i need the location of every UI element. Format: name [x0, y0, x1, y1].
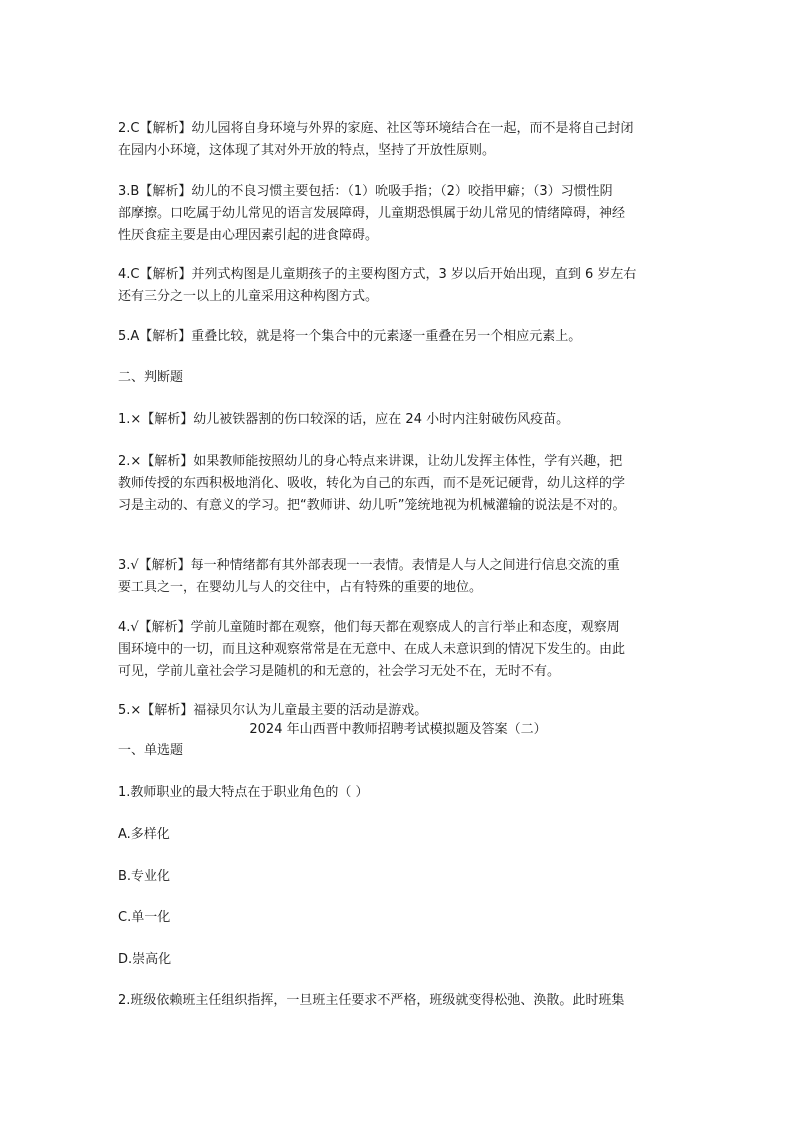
- answer-paragraph-q3: [118, 181, 678, 247]
- text-line: 部摩擦。口吃属于幼儿常见的语言发展障碍，儿童期恐惧属于幼儿常见的情绪障碍，神经: [118, 206, 626, 221]
- text-line: 5.A【解析】重叠比较，就是将一个集合中的元素逐一重叠在另一个相应元素上。: [118, 329, 582, 344]
- answer-paragraph-j2: [118, 451, 678, 517]
- question-2: [118, 990, 678, 1012]
- text-line: 教师传授的东西积极地消化、吸收，转化为自己的东西，而不是死记硬背，幼儿这样的学: [118, 476, 626, 491]
- section-heading-single-choice: [118, 740, 678, 762]
- answer-paragraph-j5: [118, 700, 678, 722]
- text-line: 还有三分之一以上的儿童采用这种构图方式。: [118, 289, 379, 304]
- text-line: D.崇高化: [118, 952, 172, 967]
- answer-paragraph-q2: [118, 118, 678, 162]
- question-1-option-b: [118, 866, 678, 888]
- question-1-option-a: [118, 824, 678, 846]
- document-title: 2024 年山西晋中教师招聘考试模拟题及答案（二）: [249, 722, 547, 737]
- text-line: 2.班级依赖班主任组织指挥，一旦班主任要求不严格，班级就变得松弛、涣散。此时班集: [118, 993, 625, 1008]
- text-line: B.专业化: [118, 869, 171, 884]
- text-line: 在园内小环境，这体现了其对外开放的特点，坚持了开放性原则。: [118, 143, 496, 158]
- text-line: 性厌食症主要是由心理因素引起的进食障碍。: [118, 228, 379, 243]
- answer-paragraph-q4: [118, 264, 678, 308]
- text-line: 要工具之一，在婴幼儿与人的交往中，占有特殊的重要的地位。: [118, 580, 483, 595]
- text-line: 2.×【解析】如果教师能按照幼儿的身心特点来讲课，让幼儿发挥主体性，学有兴趣，把: [118, 454, 623, 469]
- text-line: 可见，学前儿童社会学习是随机的和无意的，社会学习无处不在，无时不有。: [118, 664, 561, 679]
- text-line: A.多样化: [118, 827, 170, 842]
- question-1-option-d: [118, 949, 678, 971]
- answer-paragraph-j4: [118, 617, 678, 683]
- text-line: 围环境中的一切，而且这种观察常常是在无意中、在成人未意识到的情况下发生的。由此: [118, 642, 626, 657]
- text-line: C.单一化: [118, 910, 171, 925]
- section-heading-judgement: [118, 367, 678, 389]
- text-line: 3.√【解析】每一种情绪都有其外部表现一一表情。表情是人与人之间进行信息交流的重: [118, 558, 620, 573]
- question-1-option-c: [118, 907, 678, 929]
- question-1: [118, 782, 678, 804]
- text-line: 5.×【解析】福禄贝尔认为儿童最主要的活动是游戏。: [118, 703, 428, 718]
- text-line: 1.教师职业的最大特点在于职业角色的（ ）: [118, 785, 369, 800]
- text-line: 二、判断题: [118, 370, 184, 385]
- text-line: 3.B【解析】幼儿的不良习惯主要包括：（1）吮吸手指；（2）咬指甲癖；（3）习惯性阴: [118, 184, 613, 199]
- text-line: 4.C【解析】并列式构图是儿童期孩子的主要构图方式，3 岁以后开始出现，直到 6 岁左右: [118, 267, 637, 282]
- text-line: 2.C【解析】幼儿园将自身环境与外界的家庭、社区等环境结合在一起，而不是将自己封闭: [118, 121, 634, 136]
- answer-paragraph-j1: [118, 409, 678, 431]
- text-line: 4.√【解析】学前儿童随时都在观察，他们每天都在观察成人的言行举止和态度，观察周: [118, 620, 620, 635]
- text-line: 1.×【解析】幼儿被铁器割的伤口较深的话，应在 24 小时内注射破伤风疫苗。: [118, 412, 570, 427]
- answer-paragraph-j3: [118, 555, 678, 599]
- answer-paragraph-q5: [118, 326, 678, 348]
- text-line: 习是主动的、有意义的学习。把“教师讲、幼儿听”笼统地视为机械灌输的说法是不对的。: [118, 498, 626, 513]
- text-line: 一、单选题: [118, 743, 184, 758]
